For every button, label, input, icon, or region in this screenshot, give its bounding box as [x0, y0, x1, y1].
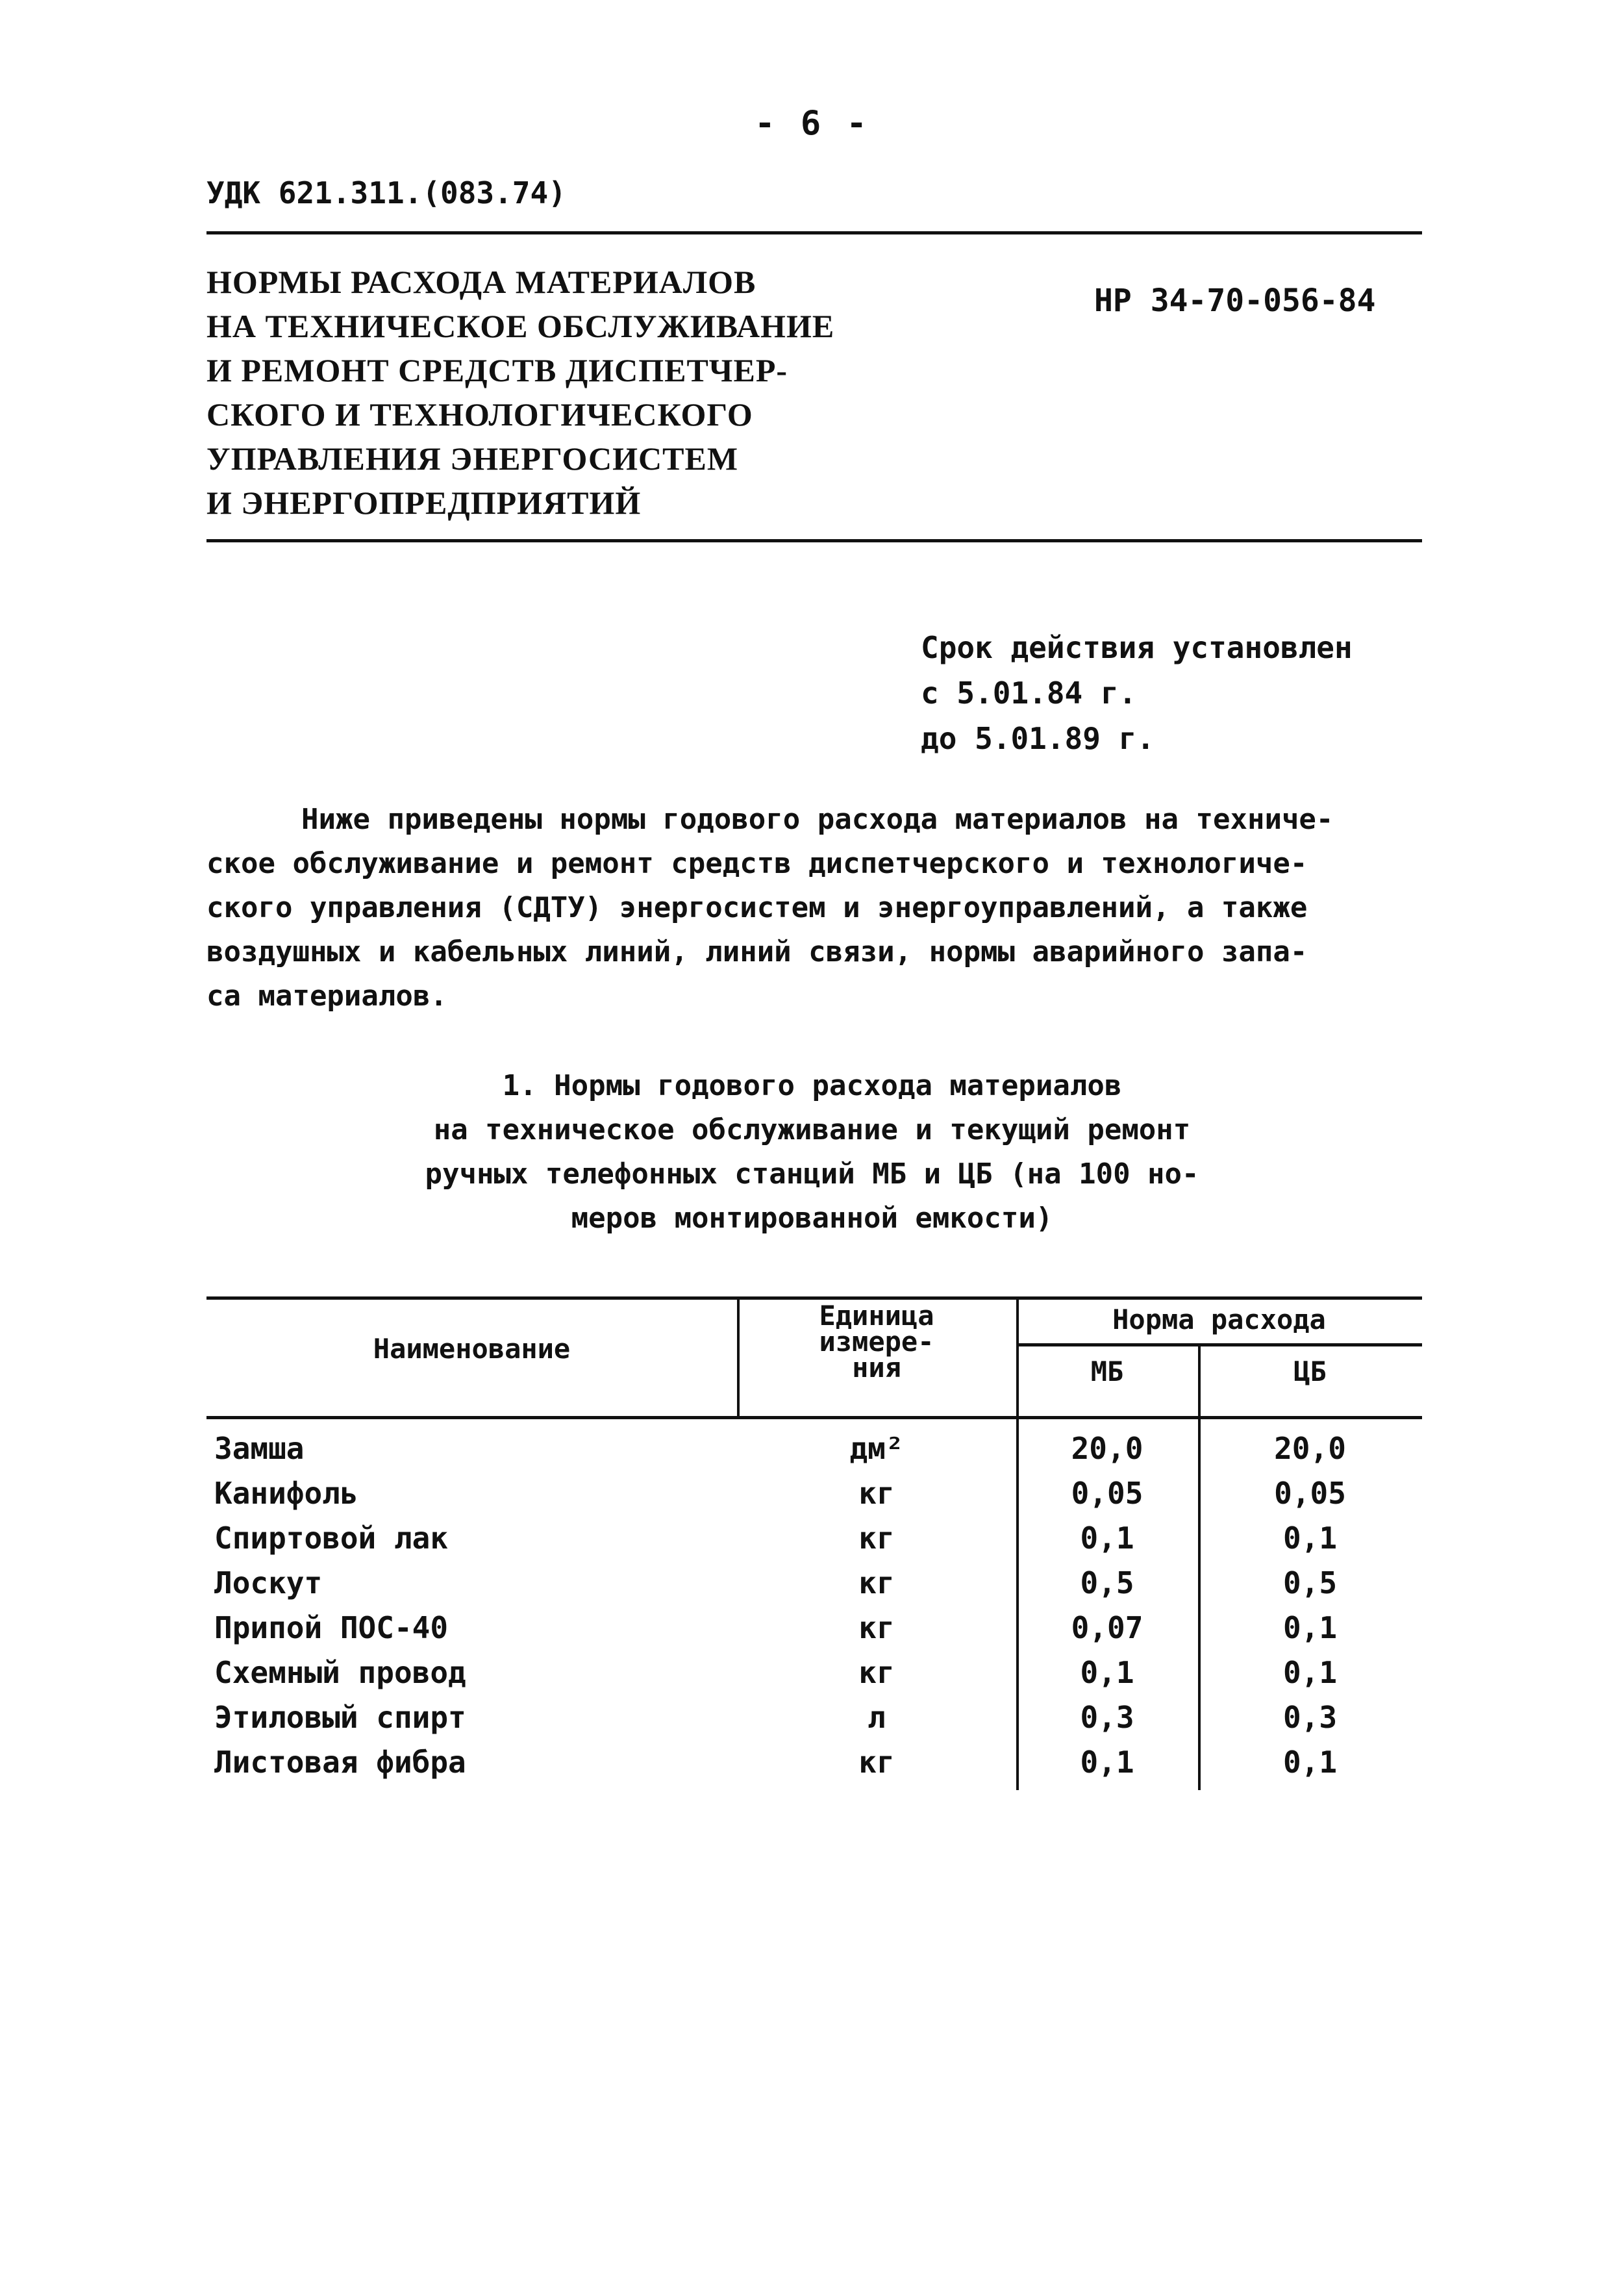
title-line: СКОГО И ТЕХНОЛОГИЧЕСКОГО — [206, 396, 753, 433]
row-mb: 0,1 — [1080, 1745, 1134, 1780]
table-row — [206, 1650, 1422, 1695]
row-unit: кг — [858, 1565, 895, 1600]
title-line: И ЭНЕРГОПРЕДПРИЯТИЙ — [206, 485, 642, 521]
validity-line: Срок действия установлен — [921, 630, 1353, 665]
intro-line: Ниже приведены нормы годового расхода материалов на техниче- — [301, 803, 1334, 836]
row-mb: 0,07 — [1071, 1610, 1143, 1645]
row-unit: л — [868, 1700, 886, 1735]
row-name: Замша — [214, 1431, 305, 1466]
table-row — [206, 1515, 1422, 1560]
row-mb: 0,3 — [1080, 1700, 1134, 1735]
table-top-rule — [206, 1296, 1422, 1300]
header-mb: МБ — [1090, 1356, 1124, 1387]
row-cb: 0,1 — [1282, 1655, 1338, 1690]
row-name: Листовая фибра — [214, 1745, 466, 1780]
intro-paragraph — [206, 798, 1333, 1018]
header-rule-bottom — [206, 539, 1422, 542]
row-cb: 0,1 — [1282, 1745, 1338, 1780]
table-row — [206, 1605, 1422, 1650]
row-cb: 0,5 — [1282, 1565, 1338, 1600]
row-mb: 20,0 — [1071, 1431, 1143, 1466]
row-unit: кг — [858, 1745, 895, 1780]
section-heading-line: 1. Нормы годового расхода материалов — [502, 1069, 1122, 1102]
row-cb: 0,1 — [1282, 1521, 1338, 1556]
row-mb: 0,1 — [1080, 1655, 1134, 1690]
header-unit-line: Единица — [819, 1300, 934, 1332]
row-unit: кг — [858, 1476, 895, 1511]
row-cb: 20,0 — [1274, 1431, 1346, 1466]
intro-line: са материалов. — [206, 979, 447, 1013]
row-cb: 0,1 — [1282, 1610, 1338, 1645]
header-name: Наименование — [373, 1333, 571, 1365]
row-name: Припой ПОС-40 — [214, 1610, 449, 1645]
header-rule-top — [206, 231, 1422, 234]
row-name: Лоскут — [214, 1565, 323, 1600]
row-name: Канифоль — [214, 1476, 358, 1511]
table-row — [206, 1695, 1422, 1739]
section-heading-line: меров монтированной емкости) — [571, 1202, 1053, 1235]
table-row — [206, 1471, 1422, 1515]
header-cb: ЦБ — [1293, 1356, 1327, 1387]
norma-header-rule — [1016, 1343, 1422, 1346]
intro-line: ское обслуживание и ремонт средств диспетчерского и технологиче- — [206, 847, 1308, 880]
page-number: - 6 - — [755, 104, 869, 143]
table-header-rule — [206, 1416, 1422, 1419]
row-unit: кг — [858, 1521, 895, 1556]
udk-code: УДК 621.311.(083.74) — [206, 175, 566, 210]
section-heading-line: на техническое обслуживание и текущий ремонт — [433, 1113, 1191, 1146]
table-row — [206, 1426, 1422, 1471]
title-line: УПРАВЛЕНИЯ ЭНЕРГОСИСТЕМ — [206, 440, 739, 477]
section-heading — [0, 1064, 1624, 1241]
row-name: Схемный провод — [214, 1655, 466, 1690]
header-norma: Норма расхода — [1112, 1304, 1326, 1335]
row-cb: 0,3 — [1282, 1700, 1338, 1735]
validity-end: до 5.01.89 г. — [921, 721, 1155, 756]
document-title — [206, 260, 834, 525]
title-line: НА ТЕХНИЧЕСКОЕ ОБСЛУЖИВАНИЕ — [206, 308, 835, 344]
document-code: НР 34-70-056-84 — [1094, 283, 1376, 319]
header-unit — [737, 1300, 1016, 1384]
row-unit: дм² — [849, 1431, 904, 1466]
table-row — [206, 1739, 1422, 1784]
header-unit-line: измере- — [819, 1326, 934, 1358]
row-unit: кг — [858, 1655, 895, 1690]
row-name: Спиртовой лак — [214, 1521, 449, 1556]
row-cb: 0,05 — [1274, 1476, 1346, 1511]
row-mb: 0,5 — [1080, 1565, 1134, 1600]
row-unit: кг — [858, 1610, 895, 1645]
validity-start: с 5.01.84 г. — [921, 676, 1137, 711]
row-mb: 0,1 — [1080, 1521, 1134, 1556]
validity-period — [921, 625, 1353, 761]
intro-line: воздушных и кабельных линий, линий связи, нормы аварийного запа- — [206, 935, 1308, 968]
row-name: Этиловый спирт — [214, 1700, 466, 1735]
header-unit-line: ния — [852, 1352, 901, 1384]
title-line: И РЕМОНТ СРЕДСТВ ДИСПЕТЧЕР- — [206, 352, 788, 388]
table-row — [206, 1560, 1422, 1605]
section-heading-line: ручных телефонных станций МБ и ЦБ (на 100 но- — [425, 1157, 1199, 1191]
intro-line: ского управления (СДТУ) энергосистем и энергоуправлений, а также — [206, 891, 1308, 924]
title-line: НОРМЫ РАСХОДА МАТЕРИАЛОВ — [206, 264, 756, 300]
row-mb: 0,05 — [1071, 1476, 1143, 1511]
